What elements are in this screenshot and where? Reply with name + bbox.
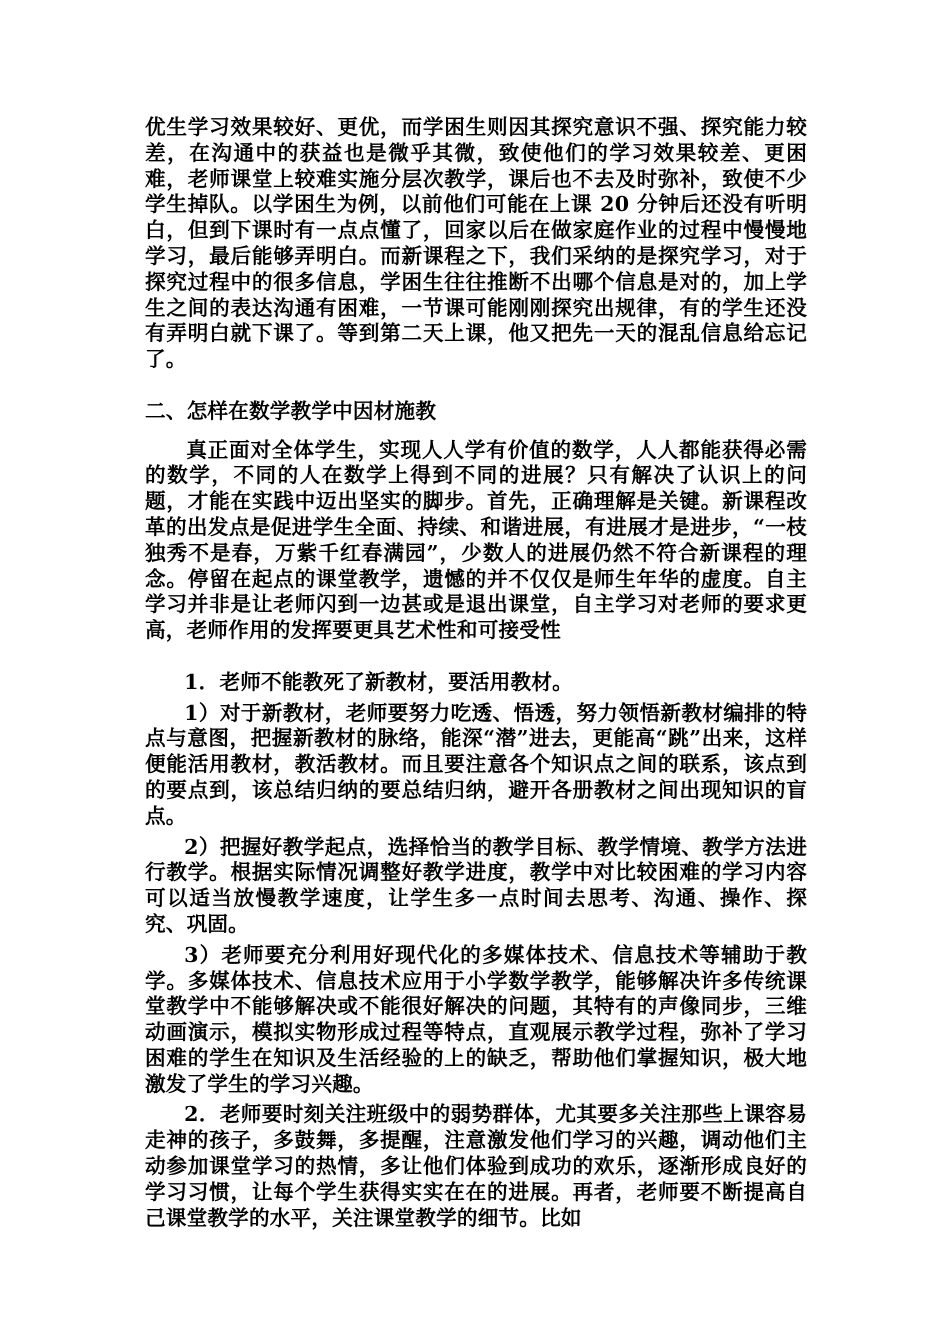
body-paragraph: 优生学习效果较好、更优，而学困生则因其探究意识不强、探究能力较差，在沟通中的获益也是微乎其微，致使他们的学习效果较差、更困难，老师课堂上较难实施分层次教学，课后也不去及时弥补，致使不少学生掉队。以学困生为例，以前他们可能在上课 20 分钟后还没有听明白，但到下课时有一点点懂了，回家以后在做家庭作业的过程中慢慢地学习，最后能够弄明白。而新课程之下，我们采纳的是探究学习，对于探究过程中的很多信息，学困生往往推断不出哪个信息是对的，加上学生之间的表达沟通有困难，一节课可能刚刚探究出规律，有的学生还没有弄明白就下课了。等到第二天上课，他又把先一天的混乱信息给忘记了。 <box>145 115 807 372</box>
list-heading: 2．老师要时刻关注班级中的弱势群体，尤其要多关注那些上课容易走神的孩子，多鼓舞，多提醒，注意激发他们学习的兴趣，调动他们主动参加课堂学习的热情，多让他们体验到成功的欢乐，逐渐形成良好的学习习惯，让每个学生获得实实在在的进展。再者，老师要不断提高自己课堂教学的水平，关注课堂教学的细节。比如 <box>145 1102 807 1230</box>
body-paragraph: 真正面对全体学生，实现人人学有价值的数学，人人都能获得必需的数学，不同的人在数学上得到不同的进展？只有解决了认识上的问题，才能在实践中迈出坚实的脚步。首先，正确理解是关键。新课程改革的出发点是促进学生全面、持续、和谐进展，有进展才是进步，“一枝独秀不是春，万紫千红春满园”，少数人的进展仍然不符合新课程的理念。停留在起点的课堂教学，遗憾的并不仅仅是师生年华的虚度。自主学习并非是让老师闪到一边甚或是退出课堂，自主学习对老师的要求更高，老师作用的发挥要更具艺术性和可接受性 <box>145 437 807 643</box>
list-item: 1）对于新教材，老师要努力吃透、悟透，努力领悟新教材编排的特点与意图，把握新教材的脉络，能深“潜”进去，更能高“跳”出来，这样便能活用教材，教活教材。而且要注意各个知识点之间的联系，该点到的要点到，该总结归纳的要总结归纳，避开各册教材之间出现知识的盲点。 <box>145 700 807 828</box>
list-item: 3）老师要充分利用好现代化的多媒体技术、信息技术等辅助于教学。多媒体技术、信息技术应用于小学数学教学，能够解决许多传统课堂教学中不能够解决或不能很好解决的问题，其特有的声像同步，三维动画演示，模拟实物形成过程等特点，直观展示教学过程，弥补了学习困难的学生在知识及生活经验的上的缺乏，帮助他们掌握知识，极大地激发了学生的学习兴趣。 <box>145 942 807 1096</box>
list-item: 2）把握好教学起点，选择恰当的教学目标、教学情境、教学方法进行教学。根据实际情况调整好教学进度，教学中对比较困难的学习内容可以适当放慢教学速度，让学生多一点时间去思考、沟通、操作、探究、巩固。 <box>145 834 807 936</box>
section-heading: 二、怎样在数学教学中因材施教 <box>145 398 437 423</box>
list-heading: 1．老师不能教死了新教材，要活用教材。 <box>184 669 573 694</box>
document-page <box>145 115 807 1231</box>
